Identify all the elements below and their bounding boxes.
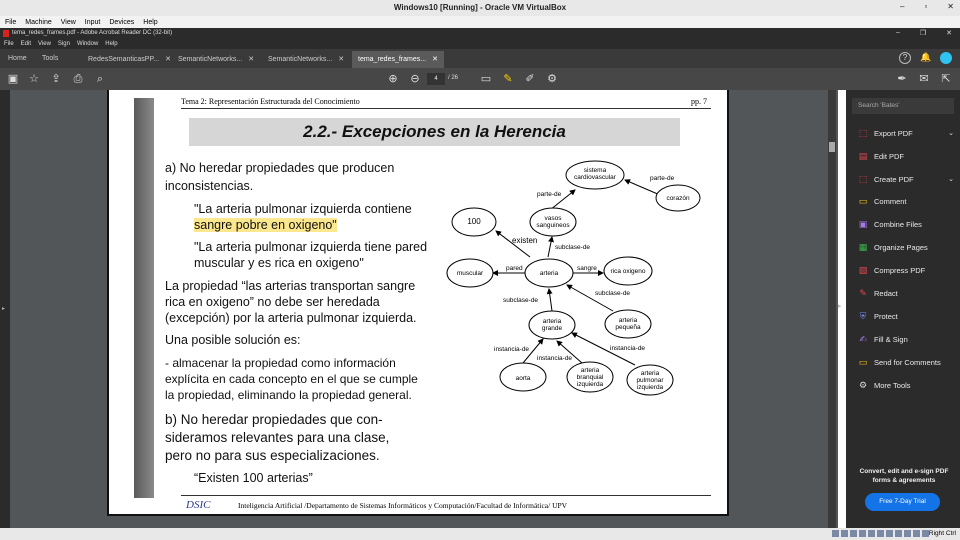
acrobat-close-button[interactable]: ✕ [946,30,952,37]
save-icon[interactable]: ▣ [7,73,19,85]
vbox-menu-devices[interactable]: Devices [109,18,135,26]
prev-page-icon[interactable]: ⊕ [388,73,398,85]
highlighted-text[interactable]: sangre pobre en oxigeno" [194,218,337,232]
tool-comment[interactable] [858,194,954,208]
more-tools-icon: ⚙ [858,380,868,390]
node-label-line: pulmonar [636,377,664,384]
bell-icon[interactable]: 🔔 [920,52,932,62]
acrobat-menu-file[interactable]: File [4,41,14,47]
tool-create-pdf[interactable] [858,172,954,186]
tool-compress-pdf[interactable] [858,263,954,277]
tool-send-for-comments[interactable] [858,355,954,369]
chevron-down-icon[interactable]: ⌄ [948,176,954,183]
export-pdf-icon: ⬚ [858,128,868,138]
tool-label: Protect [874,311,898,321]
node-label-line: vasos [544,215,562,222]
tool-label: Export PDF [874,128,913,138]
close-icon[interactable]: ✕ [248,56,255,63]
display-icon[interactable] [886,530,893,537]
share-icon[interactable]: ⇱ [941,73,951,85]
network-icon[interactable] [859,530,866,537]
vertical-scrollbar[interactable] [828,90,836,528]
optical-drive-icon[interactable] [841,530,848,537]
tool-label: Organize Pages [874,242,928,252]
page-total: / 26 [448,75,459,81]
recording-icon[interactable] [895,530,902,537]
node-label-line: izquierda [576,381,604,388]
free-trial-button[interactable]: Free 7-Day Trial [865,493,940,511]
fill-sign-icon: ✍ [859,334,867,344]
acrobat-menu-edit[interactable]: Edit [20,41,32,47]
tool-label: Compress PDF [874,265,926,275]
vbox-menu-input[interactable]: Input [84,18,101,26]
combine-files-icon: ▣ [858,219,868,229]
tab-document[interactable] [262,51,350,68]
node-arteria: arteria [539,270,559,277]
quote-text: muscular y es rica en oxigeno" [194,256,364,270]
acrobat-titlebar [0,28,960,39]
tool-label: More Tools [874,380,911,390]
send-comments-icon: ▭ [858,357,868,367]
chevron-down-icon[interactable]: ⌄ [948,130,954,137]
tool-protect[interactable] [858,309,954,323]
left-panel-toggle[interactable] [0,90,10,528]
page-side-strip [134,98,154,498]
vbox-menu-view[interactable]: View [60,18,76,26]
tab-document[interactable] [172,51,260,68]
sign-icon[interactable]: ✒ [897,73,907,85]
tab-tools[interactable] [36,51,64,68]
acrobat-menu-sign[interactable]: Sign [57,41,70,47]
help-icon[interactable]: ? [899,52,911,64]
page-number-input[interactable]: 4 [427,73,445,85]
tab-label: Tools [42,55,59,62]
body-text: rica en oxigeno” no debe ser heredada [165,295,380,309]
acrobat-menu-help[interactable]: Help [105,41,118,47]
node-label-line: izquierda [636,384,664,391]
close-icon[interactable]: ✕ [432,56,438,63]
tab-label: RedesSemanticasPP... [88,56,160,63]
header-left: Tema 2: Representación Estructurada del Conocimiento [181,97,360,106]
body-text: inconsistencias. [165,179,254,193]
edge-line [549,289,552,311]
edge-label: instancia-de [537,355,573,362]
comment-icon: ▭ [858,196,868,206]
node-label-line: arteria [640,370,660,377]
close-icon[interactable]: ✕ [338,56,345,63]
edge-label: parte-de [537,191,562,198]
node-aorta: aorta [515,375,531,382]
email-icon[interactable]: ✉ [919,73,929,85]
next-page-icon[interactable]: ⊖ [410,73,420,85]
body-text: b) No heredar propiedades que con- [165,412,383,427]
tool-label: Redact [874,288,898,298]
tool-label: Comment [874,196,907,206]
quote-text: "La arteria pulmonar izquierda tiene pared [194,240,428,254]
edge-label: subclase-de [595,290,631,297]
mouse-integration-icon[interactable] [913,530,920,537]
virtualbox-titlebar [0,0,960,16]
edge-label: parte-de [650,175,675,182]
tool-label: Combine Files [874,219,922,229]
acrobat-menu-view[interactable]: View [38,41,51,47]
tools-search-input[interactable]: Search 'Bates' [852,98,954,114]
vbox-minimize-button[interactable]: – [900,2,905,11]
body-text: explícita en cada concepto en el que se cumple [165,372,418,386]
tool-label: Edit PDF [874,151,905,161]
usb-icon[interactable] [868,530,875,537]
body-text: - almacenar la propiedad como información [165,356,396,370]
semantic-network-diagram [445,155,705,400]
edit-pdf-icon: ▤ [858,151,868,161]
node-label-line: branquial [576,374,604,381]
tab-home[interactable] [2,51,33,68]
search-icon[interactable]: ⌕ [96,73,104,85]
tab-label: tema_redes_frames... [358,56,427,63]
scrollbar-thumb[interactable] [829,142,835,152]
organize-pages-icon: ▦ [858,242,868,252]
shared-folder-icon[interactable] [877,530,884,537]
node-label-line: sanguineos [536,222,570,229]
edge-label: sangre [577,265,597,272]
device-status-icons [832,530,929,537]
tool-label: Create PDF [874,174,914,184]
edge-label: instancia-de [610,345,646,352]
acrobat-minimize-button[interactable]: – [895,29,900,36]
draw-icon[interactable]: ✐ [525,73,535,85]
expand-arrow-icon[interactable]: ▸ [2,306,6,312]
edge-label: pared [506,265,523,272]
tab-label: SemanticNetworks... [268,56,333,63]
vbox-close-button[interactable]: ✕ [947,2,954,11]
body-text: La propiedad “las arterias transportan sangre [165,279,416,293]
node-arteria-pequena [615,317,641,331]
acrobat-tabbar [0,49,960,68]
edge-label: subclase-de [503,297,539,304]
hard-disk-icon[interactable] [832,530,839,537]
virtualbox-statusbar [0,528,960,540]
body-text: la propiedad, eliminando la propiedad general. [165,388,412,402]
avatar[interactable] [940,52,952,64]
vbox-menu-help[interactable]: Help [143,18,158,26]
quote-text: “Existen 100 arterias” [194,471,313,485]
tool-label: Fill & Sign [874,334,908,344]
body-text: (excepción) por la arteria pulmonar izquierda. [165,311,417,325]
promo-text: Convert, edit and e-sign PDF forms & agreements [859,468,949,484]
print-icon[interactable]: ⎙ [73,73,83,85]
cpu-icon[interactable] [904,530,911,537]
protect-icon: ⛨ [859,311,867,321]
node-muscular: muscular [456,270,484,277]
node-label-line: pequeña [615,324,641,331]
upload-icon[interactable]: ⇪ [51,73,61,85]
edge-line [548,237,552,257]
tool-organize-pages[interactable] [858,240,954,254]
bookmark-star-icon[interactable]: ☆ [29,73,39,85]
node-label-line: arteria [618,317,638,324]
acrobat-toolbar [0,68,960,90]
acrobat-restore-button[interactable]: ❐ [919,30,927,37]
page-header [181,97,711,109]
node-corazon: corazón [666,195,690,202]
pdf-file-icon [3,30,9,37]
vbox-menu-machine[interactable]: Machine [25,18,52,26]
dsic-logo: DSIC [186,499,211,511]
tool-redact[interactable] [858,286,954,300]
tab-label: SemanticNetworks... [178,56,243,63]
slide-title: 2.2.- Excepciones en la Herencia [189,118,680,146]
body-text: a) No heredar propiedades que producen [165,161,395,175]
node-rica-oxigeno: rica oxigeno [610,268,646,275]
tool-export-pdf[interactable] [858,126,954,140]
redact-icon: ✎ [859,288,867,298]
edge-label: subclase-de [555,244,591,251]
node-label-line: arteria [580,367,600,374]
node-label-line: sistema [583,167,607,174]
tool-combine-files[interactable] [858,217,954,231]
tool-more-tools[interactable] [858,378,954,392]
body-text: Una posible solución es: [165,333,301,347]
highlight-pen-icon[interactable]: ✎ [503,73,513,85]
acrobat-title: tema_redes_frames.pdf - Adobe Acrobat Reader DC (32-bit) [12,30,173,36]
close-icon[interactable]: ✕ [165,56,171,63]
edge-line [567,285,613,311]
edge-label: instancia-de [494,346,530,353]
comment-icon[interactable]: ▭ [480,73,492,85]
audio-icon[interactable] [850,530,857,537]
body-text: pero no para sus especializaciones. [165,448,380,463]
node-label-line: grande [541,325,563,332]
tab-label: Home [8,55,27,62]
node-label-line: cardiovascular [574,174,616,181]
footer-text: Inteligencia Artificial /Departamento de Sistemas Informáticos y Computación/Facultad de Informática/ UPV [238,501,568,510]
acrobat-menubar [0,39,960,49]
node-arteria-grande [542,318,563,332]
tool-edit-pdf[interactable] [858,149,954,163]
collapse-panel-arrow-icon[interactable]: ▸ [838,303,842,310]
host-key-label: Right Ctrl [928,530,956,537]
header-page-number: pp. 7 [691,97,707,106]
tab-document-active[interactable] [352,51,444,68]
node-100: 100 [467,217,481,226]
vbox-menu-file[interactable]: File [5,18,17,26]
acrobat-menu-window[interactable]: Window [76,41,99,47]
vbox-maximize-button[interactable]: ▫ [924,2,928,11]
edge-line [625,180,660,195]
create-pdf-icon: ⬚ [858,174,868,184]
tab-document[interactable] [82,51,177,68]
page-footer [181,495,711,511]
compress-pdf-icon: ▧ [858,265,868,275]
virtualbox-title: Windows10 [Running] - Oracle VM VirtualBox [393,3,567,12]
tool-fill-sign[interactable] [858,332,954,346]
more-tools-icon[interactable]: ⚙ [547,73,557,85]
node-label-line: arteria [542,318,562,325]
tool-label: Send for Comments [874,357,941,367]
quote-text: "La arteria pulmonar izquierda contiene [194,202,412,216]
tools-panel [846,90,960,528]
body-text: sideramos relevantes para una clase, [165,430,390,445]
edge-label: existen [512,236,538,245]
virtualbox-menubar [0,16,960,28]
